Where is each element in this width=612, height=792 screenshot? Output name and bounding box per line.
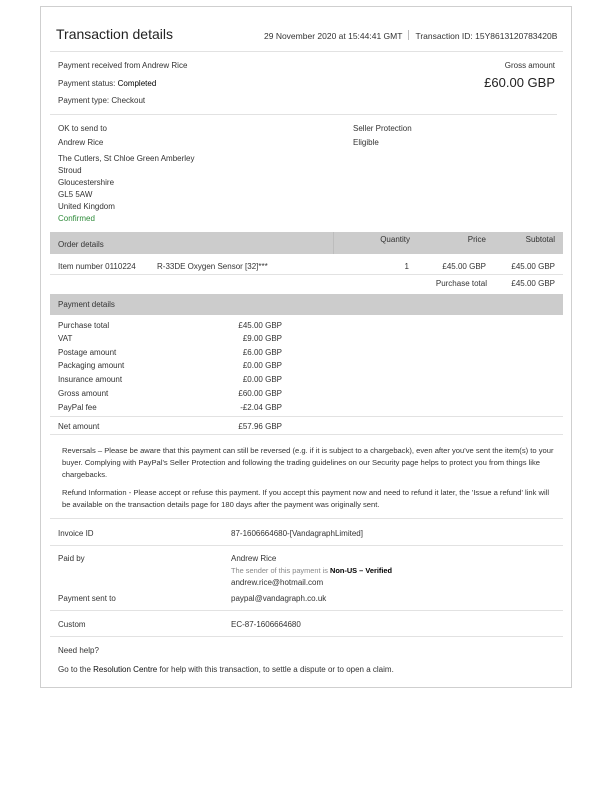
transaction-meta — [264, 30, 557, 41]
header-divider — [50, 51, 563, 52]
page-title: Transaction details — [56, 26, 173, 42]
payment-received-from: Payment received from Andrew Rice — [58, 61, 188, 70]
payment-row-label: Insurance amount — [58, 375, 123, 384]
item-subtotal: £45.00 GBP — [511, 262, 555, 271]
paid-by-status-prefix: The sender of this payment is — [231, 566, 328, 575]
payment-row-value: £0.00 GBP — [242, 361, 282, 370]
invoice-id-label: Invoice ID — [58, 529, 94, 538]
net-amount-value: £57.96 GBP — [238, 422, 282, 431]
price-column-header: Price — [467, 235, 486, 244]
invoice-divider — [50, 545, 563, 546]
payment-status-value: Completed — [117, 79, 157, 88]
refund-information: Refund Information - Please accept or refuse this payment. If you accept this payment now and need to refund it later, the 'Issue a refund' link will be available on the transaction details page for 180 days after the payment was originally sent. — [62, 488, 550, 509]
invoice-id-value: 87-1606664680-[VandagraphLimited] — [231, 529, 363, 538]
address-status-badge: Confirmed — [58, 214, 95, 223]
purchase-total-value: £45.00 GBP — [511, 279, 555, 288]
paid-by-status — [231, 566, 392, 575]
meta-divider — [408, 30, 409, 40]
net-amount-divider — [50, 434, 563, 435]
ok-to-send-label: OK to send to — [58, 124, 107, 133]
payment-row-value: £0.00 GBP — [242, 375, 282, 384]
order-row-divider — [50, 274, 563, 275]
payment-type: Payment type: Checkout — [58, 96, 146, 105]
gross-amount-label: Gross amount — [504, 61, 555, 70]
transaction-datetime: 29 November 2020 at 15:44:41 GMT — [264, 31, 403, 41]
order-details-header — [50, 232, 563, 254]
custom-divider — [50, 636, 563, 637]
shipping-address-line-5: United Kingdom — [58, 202, 115, 211]
shipping-address-line-3: Gloucestershire — [58, 178, 115, 187]
payment-row-value: £6.00 GBP — [242, 348, 282, 357]
paid-by-name: Andrew Rice — [231, 554, 277, 563]
shipping-address-line-4: GL5 5AW — [58, 190, 93, 199]
payment-row-label: PayPal fee — [58, 403, 97, 412]
notes-divider — [50, 518, 563, 519]
custom-label: Custom — [58, 620, 86, 629]
payment-row-label: Postage amount — [58, 348, 117, 357]
sent-to-divider — [50, 610, 563, 611]
purchase-total-label: Purchase total — [435, 279, 487, 288]
payment-details-heading: Payment details — [58, 300, 115, 309]
payment-row-label: Gross amount — [58, 389, 109, 398]
custom-value: EC-87-1606664680 — [231, 620, 301, 629]
quantity-column-header: Quantity — [380, 235, 410, 244]
payment-row-label: Purchase total — [58, 321, 110, 330]
payment-row-value: £45.00 GBP — [238, 321, 282, 330]
transaction-id: Transaction ID: 15Y8613120783420B — [415, 31, 558, 41]
need-help-title: Need help? — [58, 646, 99, 655]
net-amount-label: Net amount — [58, 422, 100, 431]
help-text-before: Go to the — [58, 665, 91, 674]
payment-status — [58, 79, 156, 88]
seller-protection-value: Eligible — [353, 138, 379, 147]
reversals-notice: Reversals – Please be aware that this payment can still be reversed (e.g. if it is subject to a chargeback), even after you've sent the item(s) to your buyer. Complying with PayPal's Seller Protection and following the trading guidelines on our Security page helps to protect you from things like chargebacks. — [62, 446, 554, 479]
payment-row-label: Packaging amount — [58, 361, 125, 370]
item-name: R-33DE Oxygen Sensor [32]*** — [157, 262, 268, 271]
payment-row-value: -£2.04 GBP — [240, 403, 282, 412]
payment-row-value: £60.00 GBP — [238, 389, 282, 398]
paid-by-email: andrew.rice@hotmail.com — [231, 578, 324, 587]
payment-status-label: Payment status: — [58, 79, 116, 88]
payment-row-value: £9.00 GBP — [242, 334, 282, 343]
payment-divider — [50, 416, 563, 417]
item-number: Item number 0110224 — [58, 262, 136, 271]
seller-protection-label: Seller Protection — [353, 124, 412, 133]
item-quantity: 1 — [404, 262, 409, 271]
payment-details-header — [50, 294, 563, 315]
payment-row-label: VAT — [58, 334, 73, 343]
shipping-address-line-2: Stroud — [58, 166, 82, 175]
shipping-name: Andrew Rice — [58, 138, 104, 147]
payment-sent-to-label: Payment sent to — [58, 594, 116, 603]
paid-by-label: Paid by — [58, 554, 85, 563]
verification-status-badge: Non-US – Verified — [330, 566, 393, 575]
help-text — [58, 665, 394, 674]
payment-sent-to-value: paypal@vandagraph.co.uk — [231, 594, 327, 603]
gross-amount-value: £60.00 GBP — [484, 75, 555, 90]
subtotal-column-header: Subtotal — [525, 235, 555, 244]
order-details-heading: Order details — [58, 240, 104, 249]
resolution-centre-link[interactable]: Resolution Centre — [93, 665, 158, 674]
help-text-after: for help with this transaction, to settle a dispute or to open a claim. — [159, 665, 394, 674]
item-price: £45.00 GBP — [442, 262, 486, 271]
order-header-divider — [333, 232, 334, 254]
shipping-address-line-1: The Cutlers, St Chloe Green Amberley — [58, 154, 195, 163]
summary-divider — [50, 114, 557, 115]
